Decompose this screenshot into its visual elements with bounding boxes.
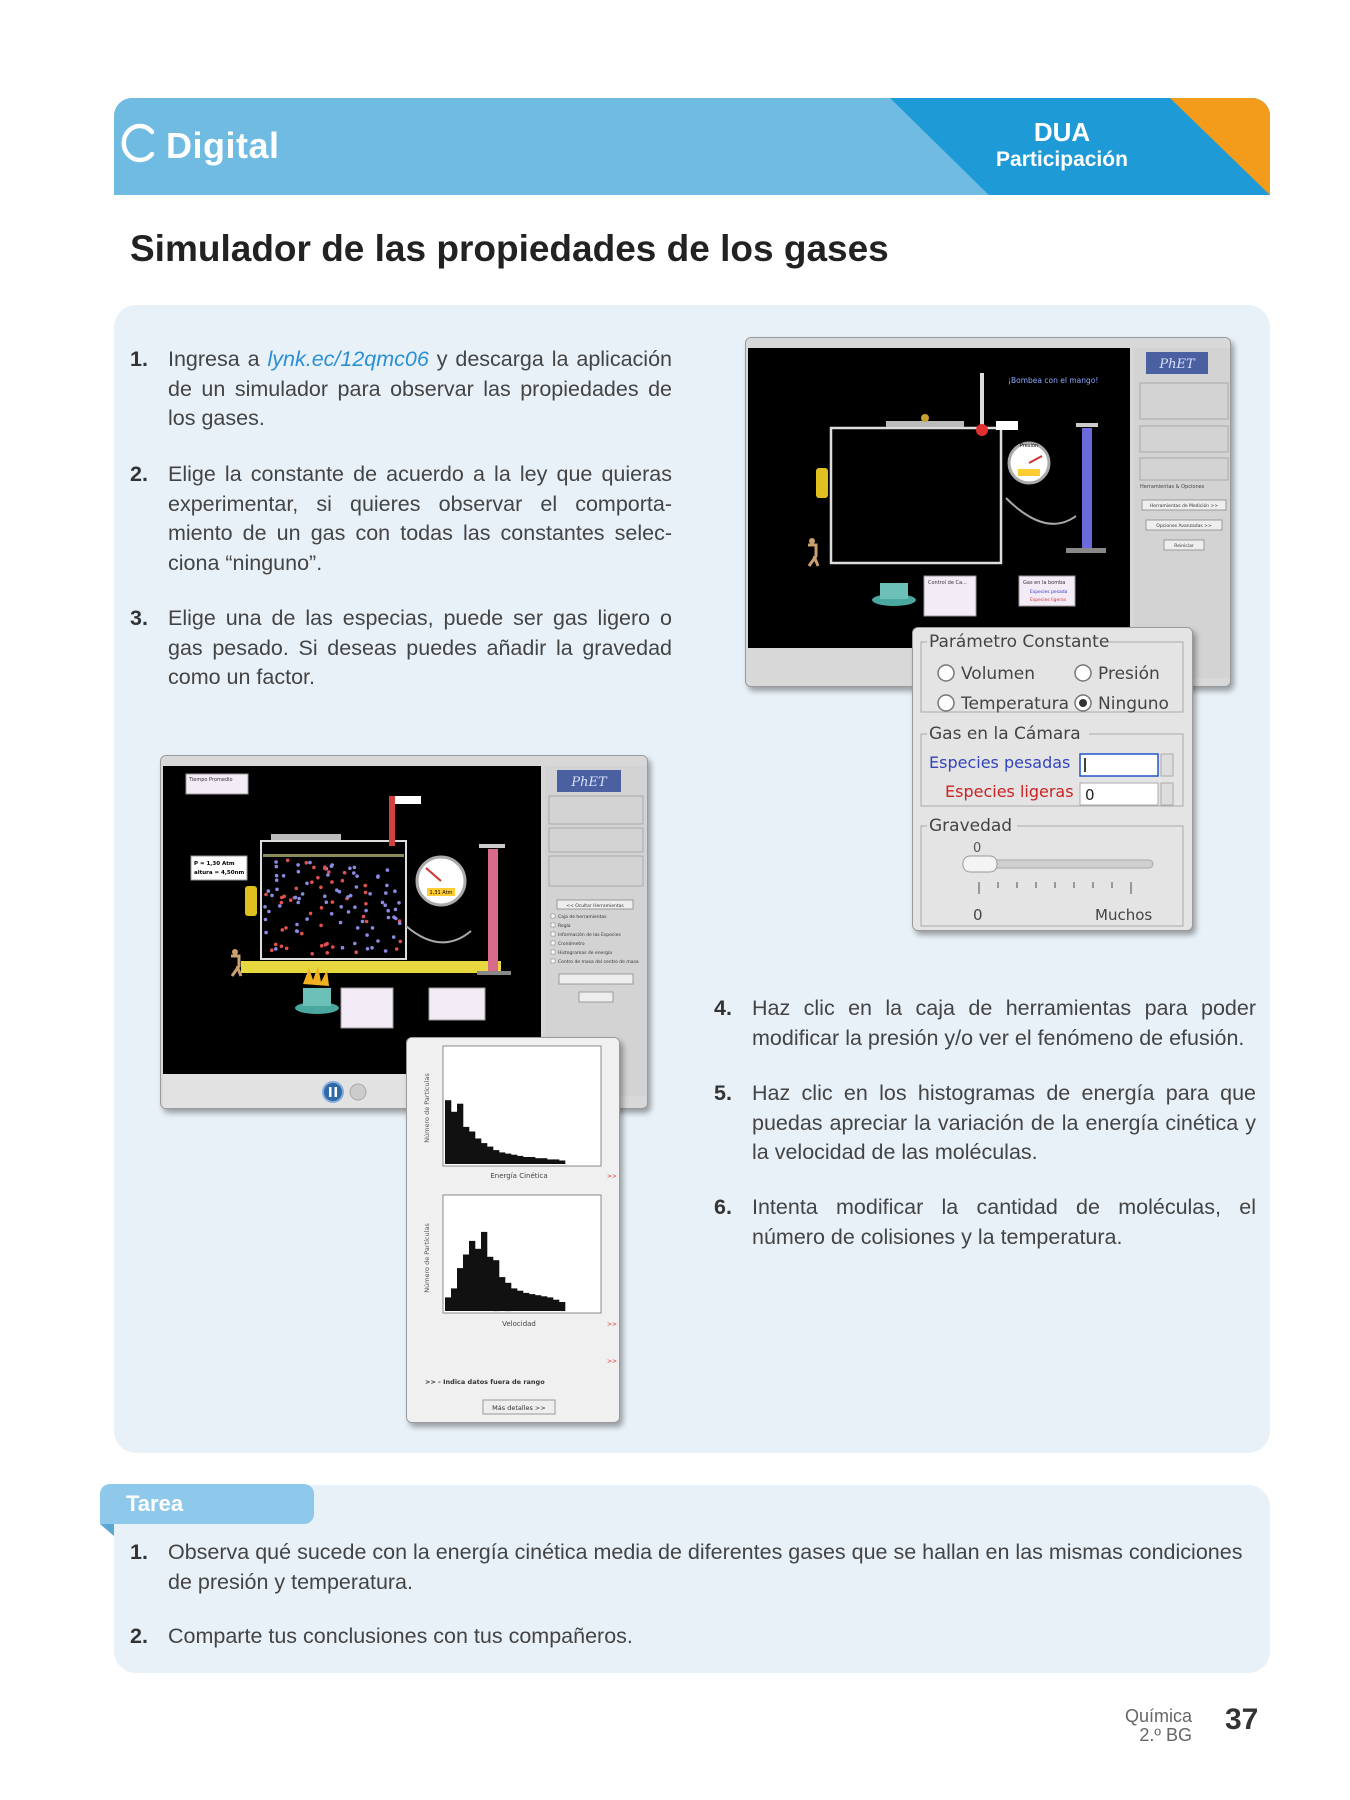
particle <box>335 888 339 892</box>
tool-option-label: Regla <box>558 924 571 929</box>
histogram-bar <box>499 1152 505 1164</box>
velocity-overflow-marker: >> <box>607 1321 618 1328</box>
tarea-text: Observa qué sucede con la energía cinética media de diferentes gases que se hallan en las mismas condiciones de presión y temperatura. <box>168 1540 1243 1594</box>
phet-logo: PhET <box>1159 357 1195 372</box>
histogram-bar <box>559 1161 565 1165</box>
particle <box>395 947 399 951</box>
particle <box>280 901 284 905</box>
histogram-window <box>406 1037 620 1423</box>
tool-option-label: Información de las Especies <box>558 933 621 938</box>
particle <box>295 929 299 933</box>
histogram-bar <box>517 1291 523 1311</box>
particle <box>316 876 320 880</box>
step-text: Haz clic en los histogramas de energía para que puedas apreciar la variación de la energía cinética y la velocidad de las moléculas. <box>752 1081 1256 1164</box>
particle <box>354 950 358 954</box>
histogram-bar <box>553 1300 559 1311</box>
particle <box>353 905 357 909</box>
tarea-item-2 <box>130 1622 1258 1652</box>
particle <box>323 894 327 898</box>
tool-option-label: Caja de herramientas <box>558 915 607 920</box>
histogram-bar <box>499 1277 505 1311</box>
step-number: 4. <box>714 996 732 1020</box>
particle <box>397 901 401 905</box>
out-of-range-note: >> - Indica datos fuera de rango <box>425 1378 545 1386</box>
particle <box>386 868 390 872</box>
pump-hint-label: ¡Bombea con el mango! <box>1008 376 1099 385</box>
step-text: Intenta modificar la cantidad de moléculas, el número de colisiones y la temperatura. <box>752 1195 1256 1249</box>
heavy-species-label: Especies pesadas <box>929 753 1071 772</box>
step-1 <box>130 345 672 434</box>
particle <box>296 901 300 905</box>
particle <box>352 871 356 875</box>
histogram-bar <box>529 1157 535 1164</box>
particle <box>355 885 359 889</box>
step-text: Elige la constante de acuerdo a la ley que quieras experimentar, si quieres observar el comporta-miento de un gas con todas las constantes selec-ciona “ninguno”. <box>168 462 672 575</box>
radio-temperature[interactable] <box>938 695 954 711</box>
particle <box>349 894 353 898</box>
tool-option-label: Centro de masa del centro de masa <box>558 960 639 965</box>
particle <box>331 945 335 949</box>
tool-option-label: Cronómetro <box>558 942 585 947</box>
histogram-bar <box>487 1147 493 1164</box>
particle <box>330 864 334 868</box>
gravity-slider-thumb[interactable] <box>963 856 997 872</box>
particle <box>399 940 403 944</box>
particle <box>343 871 347 875</box>
constant-group-title: Parámetro Constante <box>929 632 1110 652</box>
particle <box>393 889 397 893</box>
particle <box>394 908 398 912</box>
particle <box>364 909 368 913</box>
gauge-label: Presión <box>1019 443 1039 449</box>
gravity-max-label: Muchos <box>1095 906 1153 924</box>
particle <box>312 866 316 870</box>
tarea-item-1 <box>130 1538 1258 1597</box>
histogram-bar <box>487 1257 493 1311</box>
footer-subject <box>1125 1707 1192 1745</box>
particle <box>330 880 334 884</box>
gauge-reading: 1,31 Atm <box>429 890 453 896</box>
particle <box>282 874 286 878</box>
particle <box>308 861 312 865</box>
particle <box>305 882 309 886</box>
control-panel-image <box>913 628 1192 930</box>
particle <box>368 892 372 896</box>
particle <box>361 920 365 924</box>
particle <box>355 874 359 878</box>
brand-label: Digital <box>166 125 280 166</box>
particle <box>320 906 324 910</box>
particle <box>385 884 389 888</box>
histogram-bar <box>511 1155 517 1164</box>
particle <box>297 870 301 874</box>
radio-temperature-label: Temperatura <box>961 694 1070 714</box>
page-number: 37 <box>1225 1703 1259 1736</box>
particle <box>278 904 282 908</box>
radio-pressure-label: Presión <box>1098 664 1160 684</box>
dua-subtitle: Participación <box>996 148 1128 171</box>
gravity-min-label: 0 <box>973 906 983 924</box>
particle <box>325 900 329 904</box>
histogram-bar <box>535 1295 541 1311</box>
particle <box>267 910 271 914</box>
particle <box>383 903 387 907</box>
histogram-bar <box>559 1302 565 1311</box>
tools-label: Herramientas & Opciones <box>1140 484 1205 490</box>
particle <box>398 921 402 925</box>
more-details-label: Más detalles >> <box>492 1404 546 1412</box>
histogram-bar <box>457 1104 463 1164</box>
step-2 <box>130 460 672 578</box>
particle <box>275 878 279 882</box>
particle <box>264 893 268 897</box>
step-6 <box>714 1193 1256 1252</box>
particle <box>331 900 335 904</box>
histogram-bar <box>451 1112 457 1164</box>
particle <box>289 898 293 902</box>
light-species-value: 0 <box>1085 786 1095 804</box>
particle <box>341 946 345 950</box>
histogram-bar <box>505 1283 511 1311</box>
histogram-bar <box>463 1127 469 1164</box>
histogram-bar <box>445 1100 451 1164</box>
subject-name: Química <box>1124 1706 1192 1726</box>
histogram-bar <box>475 1249 481 1311</box>
particle <box>275 865 279 869</box>
histogram-bar <box>469 1241 475 1311</box>
height-readout: altura = 4,50nm <box>194 870 245 876</box>
histogram-bar <box>547 1159 553 1164</box>
particle <box>387 916 391 920</box>
particle <box>353 942 357 946</box>
step-number: 5. <box>714 1081 732 1105</box>
histogram-bar <box>475 1139 481 1165</box>
particle <box>309 912 313 916</box>
particle <box>365 920 369 924</box>
particle <box>295 923 299 927</box>
histogram-bar <box>529 1294 535 1311</box>
pause-button[interactable] <box>323 1082 343 1102</box>
histogram-bar <box>451 1288 457 1311</box>
particle <box>319 886 323 890</box>
particle <box>323 865 327 869</box>
step-text: Ingresa a <box>168 347 268 371</box>
advanced-options-button[interactable]: Opciones Avanzadas >> <box>1156 524 1212 529</box>
histogram-bar <box>469 1132 475 1165</box>
particle <box>270 894 274 898</box>
histogram-bar <box>553 1159 559 1164</box>
histogram-bar <box>541 1296 547 1311</box>
particle <box>300 932 304 936</box>
pump-heavy-label: Especies pesada <box>1030 590 1068 595</box>
pressure-readout: P = 1,30 Atm <box>194 861 235 867</box>
tarea-label: Tarea <box>100 1484 314 1524</box>
heavy-species-input[interactable] <box>1080 754 1158 776</box>
particle <box>384 891 388 895</box>
gravity-group-title: Gravedad <box>929 816 1013 836</box>
histogram-bar <box>445 1297 451 1311</box>
control-panel-zoom <box>912 627 1193 931</box>
particle <box>267 889 271 893</box>
step-text: y descarga la aplicación de un simulador para observar las propiedades de los gases. <box>168 347 672 430</box>
radio-none-dot <box>1079 699 1087 707</box>
step-5 <box>714 1079 1256 1168</box>
step-3 <box>130 604 672 693</box>
particle <box>285 947 289 951</box>
particle <box>364 902 368 906</box>
particle <box>281 928 285 932</box>
particle <box>392 935 396 939</box>
particle <box>296 863 300 867</box>
step-number: 3. <box>130 606 148 630</box>
particle <box>310 952 314 956</box>
particle <box>297 897 301 901</box>
tool-option-label: Histogramas de energía <box>558 951 612 956</box>
particle <box>376 875 380 879</box>
particle <box>270 948 274 952</box>
radio-none-label: Ninguno <box>1098 694 1169 714</box>
particle <box>263 905 267 909</box>
histogram-bar <box>463 1255 469 1312</box>
digital-logo-icon <box>118 120 158 166</box>
step-button[interactable] <box>350 1084 366 1100</box>
radio-volume-label: Volumen <box>961 664 1036 684</box>
heavy-species-spinner[interactable] <box>1161 754 1173 776</box>
histogram-bar <box>517 1156 523 1164</box>
header-banner <box>114 98 1270 195</box>
particle <box>364 891 368 895</box>
particle <box>330 912 334 916</box>
tarea-text: Comparte tus conclusiones con tus compañeros. <box>168 1624 633 1648</box>
tool-checkbox[interactable] <box>551 959 555 963</box>
particle <box>286 859 290 863</box>
particle <box>356 926 360 930</box>
step-number: 1. <box>130 347 148 371</box>
light-species-spinner[interactable] <box>1161 783 1173 805</box>
tarea-tab-fold <box>100 1524 114 1536</box>
histogram-bar <box>511 1288 517 1311</box>
step-number: 2. <box>130 462 148 486</box>
avg-time-label: Tiempo Promedio <box>189 777 233 783</box>
histogram-bar <box>523 1157 529 1164</box>
radio-pressure[interactable] <box>1075 665 1091 681</box>
step-number: 6. <box>714 1195 732 1219</box>
particle <box>264 931 268 935</box>
particle <box>275 888 279 892</box>
histogram-image <box>407 1038 619 1422</box>
particle <box>339 921 343 925</box>
tarea-number: 1. <box>130 1540 148 1564</box>
particle <box>275 874 279 878</box>
particle <box>366 947 370 951</box>
particle <box>284 926 288 930</box>
tool-checkbox[interactable] <box>551 914 555 918</box>
velocity-ylabel: Número de Partículas <box>423 1223 431 1293</box>
pump-light-label: Especies ligeras <box>1030 598 1067 603</box>
histogram-bar <box>493 1260 499 1311</box>
histogram-bar <box>541 1158 547 1164</box>
histogram-bar <box>535 1158 541 1164</box>
dua-title: DUA <box>1033 117 1091 147</box>
velocity-xlabel: Velocidad <box>502 1320 536 1328</box>
particle <box>347 910 351 914</box>
particle <box>370 946 374 950</box>
energy-ylabel: Número de Partículas <box>423 1073 431 1143</box>
particle <box>341 879 345 883</box>
particle <box>381 901 385 905</box>
histogram-bar <box>481 1232 487 1311</box>
measure-tools-button[interactable]: Herramientas de Medición >> <box>1149 504 1219 509</box>
particle <box>364 884 368 888</box>
gas-group-title: Gas en la Cámara <box>929 724 1081 744</box>
particle <box>326 951 330 955</box>
particle <box>376 939 380 943</box>
radio-volume[interactable] <box>938 665 954 681</box>
histogram-bar <box>457 1268 463 1311</box>
tool-checkbox[interactable] <box>551 950 555 954</box>
particle <box>324 943 328 947</box>
particle <box>282 895 286 899</box>
dua-badge <box>962 118 1162 174</box>
particle <box>305 917 309 921</box>
particle <box>365 933 369 937</box>
particle <box>319 924 323 928</box>
step-text: Haz clic en la caja de herramientas para poder modificar la presión y/o ver el fenómeno de efusión. <box>752 996 1256 1050</box>
phet-logo-bottom: PhET <box>571 775 607 790</box>
step-4 <box>714 994 1256 1053</box>
light-species-label: Especies ligeras <box>945 782 1074 801</box>
histogram-bar <box>505 1154 511 1164</box>
particle <box>280 945 284 949</box>
particle <box>305 861 309 865</box>
particle <box>274 943 278 947</box>
tool-checkbox[interactable] <box>551 923 555 927</box>
particle <box>320 944 324 948</box>
particle <box>326 873 330 877</box>
histogram-bar <box>493 1150 499 1164</box>
particle <box>301 892 305 896</box>
histogram-bar <box>481 1143 487 1164</box>
heat-control-label: Control de Ca... <box>928 580 967 586</box>
svg-text:0: 0 <box>973 841 982 856</box>
particle <box>362 915 366 919</box>
particle <box>264 918 268 922</box>
grade-label: 2.º BG <box>1139 1725 1192 1745</box>
particle <box>353 866 357 870</box>
download-link[interactable]: lynk.ec/12qmc06 <box>267 347 429 371</box>
particle <box>339 905 343 909</box>
particle <box>274 860 278 864</box>
overflow-marker: >> <box>607 1358 618 1365</box>
histogram-bar <box>523 1293 529 1311</box>
particle <box>384 949 388 953</box>
hide-tools-button[interactable]: << Ocultar Herramientas <box>566 904 624 909</box>
particle <box>371 926 375 930</box>
tool-checkbox[interactable] <box>551 941 555 945</box>
particle <box>392 915 396 919</box>
histogram-bar <box>547 1297 553 1311</box>
particle <box>386 909 390 913</box>
particle <box>348 867 352 871</box>
page-title: Simulador de las propiedades de los gases <box>130 228 889 269</box>
particle <box>310 880 314 884</box>
tool-checkbox[interactable] <box>551 932 555 936</box>
particle <box>294 896 298 900</box>
energy-overflow-marker: >> <box>607 1173 618 1180</box>
particle <box>295 887 299 891</box>
pump-gas-label: Gas en la bomba <box>1023 580 1066 586</box>
step-text: Elige una de las especias, puede ser gas ligero o gas pesado. Si deseas puedes añadir la gravedad como un factor. <box>168 606 672 689</box>
particle <box>274 947 278 951</box>
reset-button[interactable]: Reiniciar <box>1174 544 1194 549</box>
tarea-number: 2. <box>130 1624 148 1648</box>
energy-xlabel: Energía Cinética <box>490 1172 548 1180</box>
